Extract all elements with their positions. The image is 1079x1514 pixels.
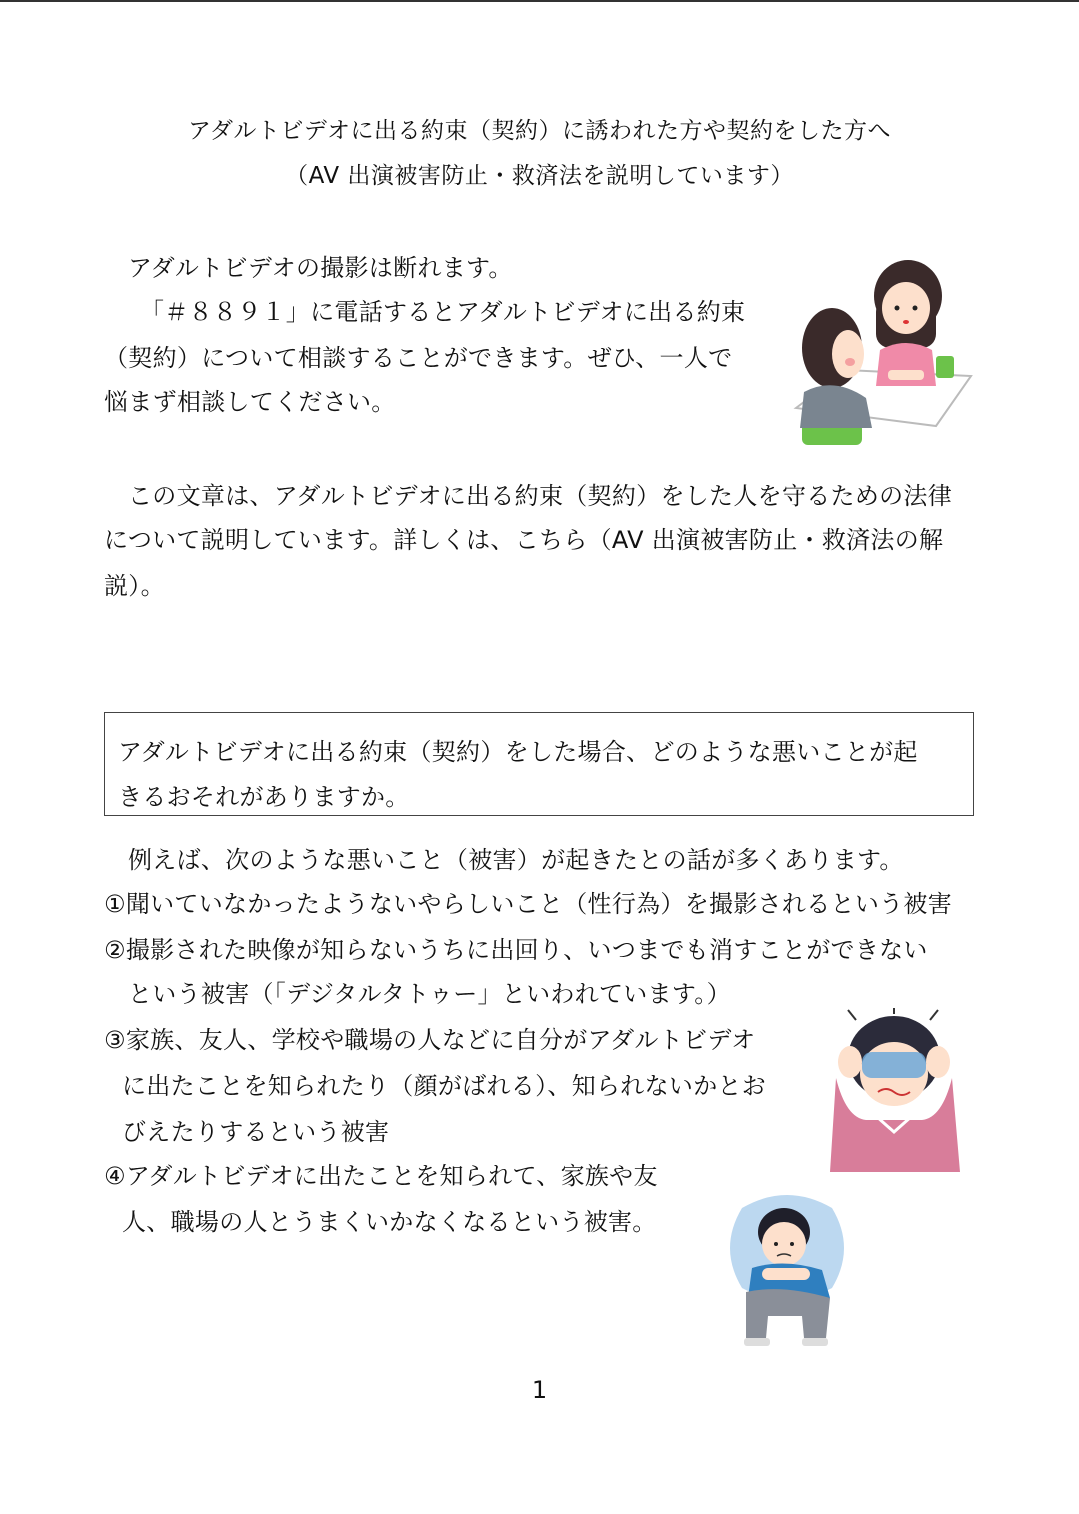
explanation-line-3: 説）。 <box>104 572 165 600</box>
intro-line-2: 「＃８８９１」に電話するとアダルトビデオに出る約束 <box>140 298 746 326</box>
worried-woman-illustration <box>826 1008 962 1172</box>
harm-item-2-line-1: ②撮影された映像が知らないうちに出回り、いつまでも消すことができない <box>104 936 928 964</box>
harm-item-4-line-2: 人、職場の人とうまくいかなくなるという被害。 <box>122 1208 657 1236</box>
question-line-2: きるおそれがありますか。 <box>118 783 410 811</box>
question-line-1: アダルトビデオに出る約束（契約）をした場合、どのような悪いことが起 <box>118 738 918 766</box>
explanation-line-2: について説明しています。詳しくは、こちら（AV 出演被害防止・救済法の解 <box>104 526 944 554</box>
harms-lead: 例えば、次のような悪いこと（被害）が起きたとの話が多くあります。 <box>128 846 904 874</box>
page-number: 1 <box>531 1376 548 1404</box>
harm-item-3-line-3: びえたりするという被害 <box>122 1118 390 1146</box>
harm-item-3-line-2: に出たことを知られたり（顔がばれる）、知られないかとお <box>122 1072 767 1100</box>
page-title: アダルトビデオに出る約束（契約）に誘われた方や契約をした方へ <box>188 118 891 144</box>
harm-item-4-line-1: ④アダルトビデオに出たことを知られて、家族や友 <box>104 1162 658 1190</box>
explanation-line-1: この文章は、アダルトビデオに出る約束（契約）をした人を守るための法律 <box>128 482 953 510</box>
page-subtitle: （AV 出演被害防止・救済法を説明しています） <box>285 163 794 189</box>
intro-line-3: （契約）について相談することができます。ぜひ、一人で <box>104 344 733 372</box>
counseling-illustration <box>776 258 976 450</box>
intro-line-1: アダルトビデオの撮影は断れます。 <box>128 254 513 282</box>
top-border-line <box>0 0 1079 2</box>
harm-item-2-line-2: という被害（「デジタルタトゥー」といわれています。） <box>128 980 731 1008</box>
intro-line-4: 悩まず相談してください。 <box>104 388 396 416</box>
harm-item-3-line-1: ③家族、友人、学校や職場の人などに自分がアダルトビデオ <box>104 1026 756 1054</box>
harm-item-1: ①聞いていなかったようないやらしいこと（性行為）を撮影されるという被害 <box>104 890 953 918</box>
sad-boy-illustration <box>722 1188 852 1352</box>
